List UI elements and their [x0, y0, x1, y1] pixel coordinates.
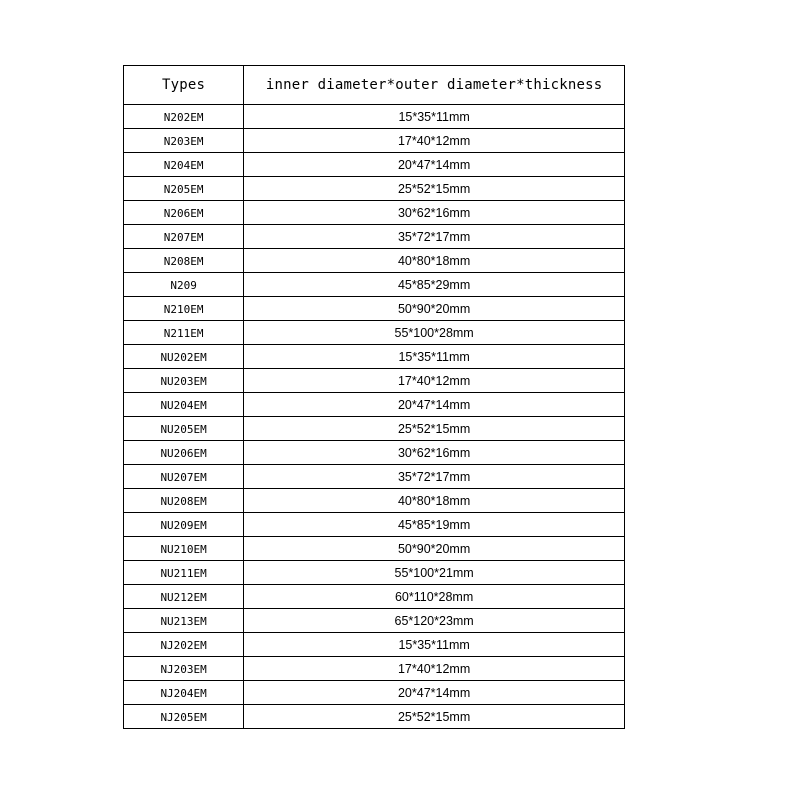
bearing-dimensions-cell: 17*40*12mm [244, 657, 625, 681]
table-row [124, 513, 625, 537]
bearing-dimensions-cell: 15*35*11mm [244, 345, 625, 369]
table-row [124, 297, 625, 321]
bearing-type-cell: N205EM [124, 177, 244, 201]
bearing-dimensions-cell: 65*120*23mm [244, 609, 625, 633]
bearing-dimensions-cell: 17*40*12mm [244, 129, 625, 153]
bearing-dimensions-cell: 30*62*16mm [244, 441, 625, 465]
bearing-dimensions-cell: 60*110*28mm [244, 585, 625, 609]
bearing-type-cell: N202EM [124, 105, 244, 129]
bearing-type-cell: NU208EM [124, 489, 244, 513]
bearing-dimensions-cell: 20*47*14mm [244, 153, 625, 177]
bearing-type-cell: N209 [124, 273, 244, 297]
table-row [124, 369, 625, 393]
bearing-dimensions-cell: 17*40*12mm [244, 369, 625, 393]
bearing-dimensions-cell: 15*35*11mm [244, 105, 625, 129]
bearing-dimensions-cell: 25*52*15mm [244, 177, 625, 201]
table-body [124, 105, 625, 729]
table-row [124, 657, 625, 681]
bearing-type-cell: NJ205EM [124, 705, 244, 729]
bearing-type-cell: N211EM [124, 321, 244, 345]
table-row [124, 417, 625, 441]
table-row [124, 345, 625, 369]
bearing-dimensions-cell: 45*85*29mm [244, 273, 625, 297]
bearing-type-cell: NU209EM [124, 513, 244, 537]
bearing-type-cell: NU207EM [124, 465, 244, 489]
bearing-dimensions-cell: 55*100*28mm [244, 321, 625, 345]
table-row [124, 705, 625, 729]
bearing-dimensions-cell: 50*90*20mm [244, 297, 625, 321]
bearing-dimensions-cell: 25*52*15mm [244, 417, 625, 441]
table-header-row [124, 66, 625, 105]
bearing-dimensions-cell: 55*100*21mm [244, 561, 625, 585]
bearing-type-cell: NJ202EM [124, 633, 244, 657]
bearing-type-cell: N206EM [124, 201, 244, 225]
table-row [124, 585, 625, 609]
bearing-type-cell: NU210EM [124, 537, 244, 561]
bearing-dimensions-cell: 20*47*14mm [244, 681, 625, 705]
bearing-dimensions-cell: 25*52*15mm [244, 705, 625, 729]
bearing-type-cell: NU212EM [124, 585, 244, 609]
bearing-type-cell: NJ204EM [124, 681, 244, 705]
bearing-type-cell: NU213EM [124, 609, 244, 633]
bearing-type-cell: NU211EM [124, 561, 244, 585]
bearing-dimensions-cell: 45*85*19mm [244, 513, 625, 537]
bearing-type-cell: N203EM [124, 129, 244, 153]
table-row [124, 105, 625, 129]
table-row [124, 249, 625, 273]
bearing-dimensions-cell: 15*35*11mm [244, 633, 625, 657]
bearing-type-cell: N208EM [124, 249, 244, 273]
bearing-dimensions-cell: 40*80*18mm [244, 249, 625, 273]
bearing-type-cell: NU203EM [124, 369, 244, 393]
table-row [124, 441, 625, 465]
bearing-type-cell: N207EM [124, 225, 244, 249]
bearing-dimensions-cell: 50*90*20mm [244, 537, 625, 561]
table-row [124, 561, 625, 585]
bearing-type-cell: N204EM [124, 153, 244, 177]
table-row [124, 129, 625, 153]
bearing-type-cell: NU204EM [124, 393, 244, 417]
header-dimensions: inner diameter*outer diameter*thickness [244, 66, 625, 105]
bearing-dimensions-cell: 35*72*17mm [244, 225, 625, 249]
bearing-type-cell: N210EM [124, 297, 244, 321]
table-row [124, 537, 625, 561]
bearing-dimensions-cell: 40*80*18mm [244, 489, 625, 513]
table-row [124, 201, 625, 225]
table-row [124, 225, 625, 249]
bearing-dimensions-cell: 20*47*14mm [244, 393, 625, 417]
bearing-type-cell: NU206EM [124, 441, 244, 465]
bearing-dimensions-cell: 35*72*17mm [244, 465, 625, 489]
bearing-type-cell: NU202EM [124, 345, 244, 369]
table-row [124, 489, 625, 513]
table-row [124, 633, 625, 657]
table-row [124, 177, 625, 201]
table-row [124, 393, 625, 417]
header-types: Types [124, 66, 244, 105]
bearing-dimensions-cell: 30*62*16mm [244, 201, 625, 225]
table-row [124, 681, 625, 705]
bearing-type-cell: NU205EM [124, 417, 244, 441]
table-row [124, 465, 625, 489]
table-row [124, 321, 625, 345]
bearing-type-cell: NJ203EM [124, 657, 244, 681]
bearing-spec-table [123, 65, 625, 729]
table-row [124, 609, 625, 633]
table-row [124, 153, 625, 177]
table-row [124, 273, 625, 297]
